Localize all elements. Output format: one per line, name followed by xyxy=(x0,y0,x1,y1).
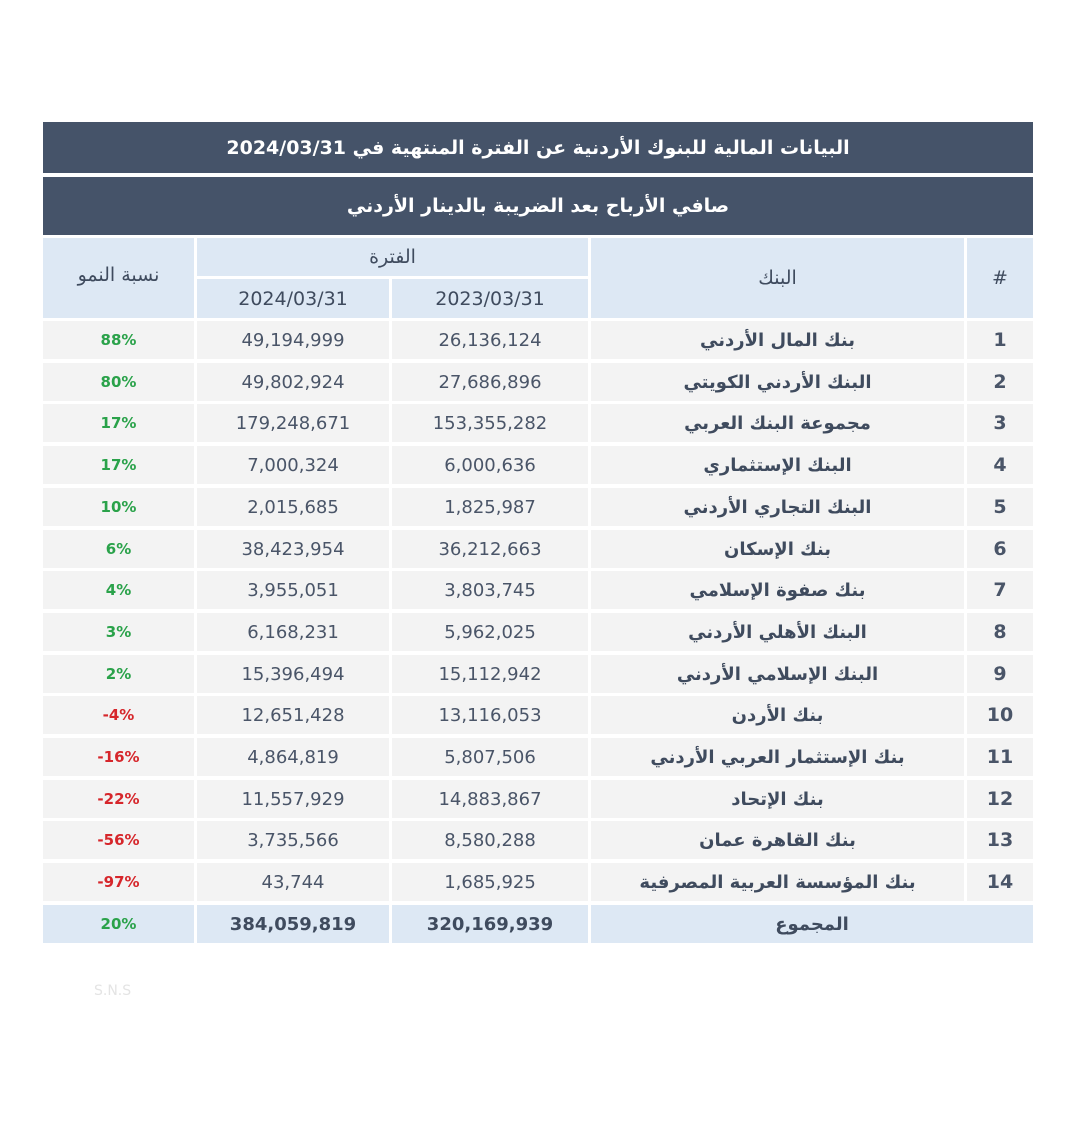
row-value-2024: 49,194,999 xyxy=(197,321,389,359)
row-growth: -4% xyxy=(43,696,194,734)
row-value-2024: 3,735,566 xyxy=(197,821,389,859)
header-date-2024: 2024/03/31 xyxy=(197,279,389,318)
row-bank-name: البنك التجاري الأردني xyxy=(591,488,964,526)
table-grid xyxy=(43,235,1033,945)
row-value-2024: 38,423,954 xyxy=(197,530,389,568)
row-value-2024: 11,557,929 xyxy=(197,780,389,818)
row-index: 4 xyxy=(967,446,1033,484)
row-bank-name: بنك الإسكان xyxy=(591,530,964,568)
row-value-2023: 6,000,636 xyxy=(392,446,588,484)
row-value-2023: 27,686,896 xyxy=(392,363,588,401)
row-value-2024: 6,168,231 xyxy=(197,613,389,651)
row-value-2023: 36,212,663 xyxy=(392,530,588,568)
row-value-2023: 26,136,124 xyxy=(392,321,588,359)
row-bank-name: البنك الإستثماري xyxy=(591,446,964,484)
row-index: 11 xyxy=(967,738,1033,776)
row-value-2023: 1,825,987 xyxy=(392,488,588,526)
row-value-2024: 15,396,494 xyxy=(197,655,389,693)
row-index: 3 xyxy=(967,404,1033,442)
row-value-2024: 7,000,324 xyxy=(197,446,389,484)
table-title: البيانات المالية للبنوك الأردنية عن الفترة المنتهية في 2024/03/31 xyxy=(43,122,1033,173)
header-bank: البنك xyxy=(591,238,964,318)
row-value-2023: 3,803,745 xyxy=(392,571,588,609)
row-value-2023: 1,685,925 xyxy=(392,863,588,901)
row-index: 2 xyxy=(967,363,1033,401)
total-growth: 20% xyxy=(43,905,194,943)
row-bank-name: بنك المؤسسة العربية المصرفية xyxy=(591,863,964,901)
row-bank-name: البنك الإسلامي الأردني xyxy=(591,655,964,693)
row-value-2024: 49,802,924 xyxy=(197,363,389,401)
row-value-2023: 8,580,288 xyxy=(392,821,588,859)
row-index: 8 xyxy=(967,613,1033,651)
row-growth: -16% xyxy=(43,738,194,776)
row-growth: 88% xyxy=(43,321,194,359)
watermark: S.N.S xyxy=(94,983,132,999)
header-period: الفترة xyxy=(197,238,588,276)
row-growth: 3% xyxy=(43,613,194,651)
row-value-2023: 5,962,025 xyxy=(392,613,588,651)
row-growth: -22% xyxy=(43,780,194,818)
row-index: 10 xyxy=(967,696,1033,734)
row-value-2024: 179,248,671 xyxy=(197,404,389,442)
row-bank-name: البنك الأردني الكويتي xyxy=(591,363,964,401)
row-growth: 17% xyxy=(43,446,194,484)
row-growth: 2% xyxy=(43,655,194,693)
row-index: 13 xyxy=(967,821,1033,859)
row-growth: 10% xyxy=(43,488,194,526)
row-growth: 17% xyxy=(43,404,194,442)
row-value-2023: 13,116,053 xyxy=(392,696,588,734)
row-bank-name: بنك الأردن xyxy=(591,696,964,734)
row-value-2024: 12,651,428 xyxy=(197,696,389,734)
row-bank-name: مجموعة البنك العربي xyxy=(591,404,964,442)
row-bank-name: بنك الإتحاد xyxy=(591,780,964,818)
row-growth: 80% xyxy=(43,363,194,401)
row-bank-name: بنك القاهرة عمان xyxy=(591,821,964,859)
row-index: 6 xyxy=(967,530,1033,568)
header-date-2023: 2023/03/31 xyxy=(392,279,588,318)
row-value-2024: 4,864,819 xyxy=(197,738,389,776)
row-value-2023: 15,112,942 xyxy=(392,655,588,693)
row-index: 5 xyxy=(967,488,1033,526)
row-growth: -97% xyxy=(43,863,194,901)
row-value-2024: 43,744 xyxy=(197,863,389,901)
total-2023: 320,169,939 xyxy=(392,905,588,943)
row-growth: 6% xyxy=(43,530,194,568)
row-index: 1 xyxy=(967,321,1033,359)
row-value-2023: 14,883,867 xyxy=(392,780,588,818)
total-2024: 384,059,819 xyxy=(197,905,389,943)
row-growth: 4% xyxy=(43,571,194,609)
row-index: 9 xyxy=(967,655,1033,693)
row-value-2023: 5,807,506 xyxy=(392,738,588,776)
financial-table xyxy=(43,122,1033,945)
row-index: 12 xyxy=(967,780,1033,818)
row-index: 14 xyxy=(967,863,1033,901)
row-growth: -56% xyxy=(43,821,194,859)
row-bank-name: بنك الإستثمار العربي الأردني xyxy=(591,738,964,776)
row-bank-name: بنك المال الأردني xyxy=(591,321,964,359)
row-bank-name: بنك صفوة الإسلامي xyxy=(591,571,964,609)
header-index: # xyxy=(967,238,1033,318)
table-subtitle: صافي الأرباح بعد الضريبة بالدينار الأردني xyxy=(43,177,1033,235)
row-index: 7 xyxy=(967,571,1033,609)
header-growth: نسبة النمو xyxy=(43,238,194,318)
row-value-2024: 2,015,685 xyxy=(197,488,389,526)
row-bank-name: البنك الأهلي الأردني xyxy=(591,613,964,651)
row-value-2023: 153,355,282 xyxy=(392,404,588,442)
total-label: المجموع xyxy=(591,905,1033,943)
row-value-2024: 3,955,051 xyxy=(197,571,389,609)
